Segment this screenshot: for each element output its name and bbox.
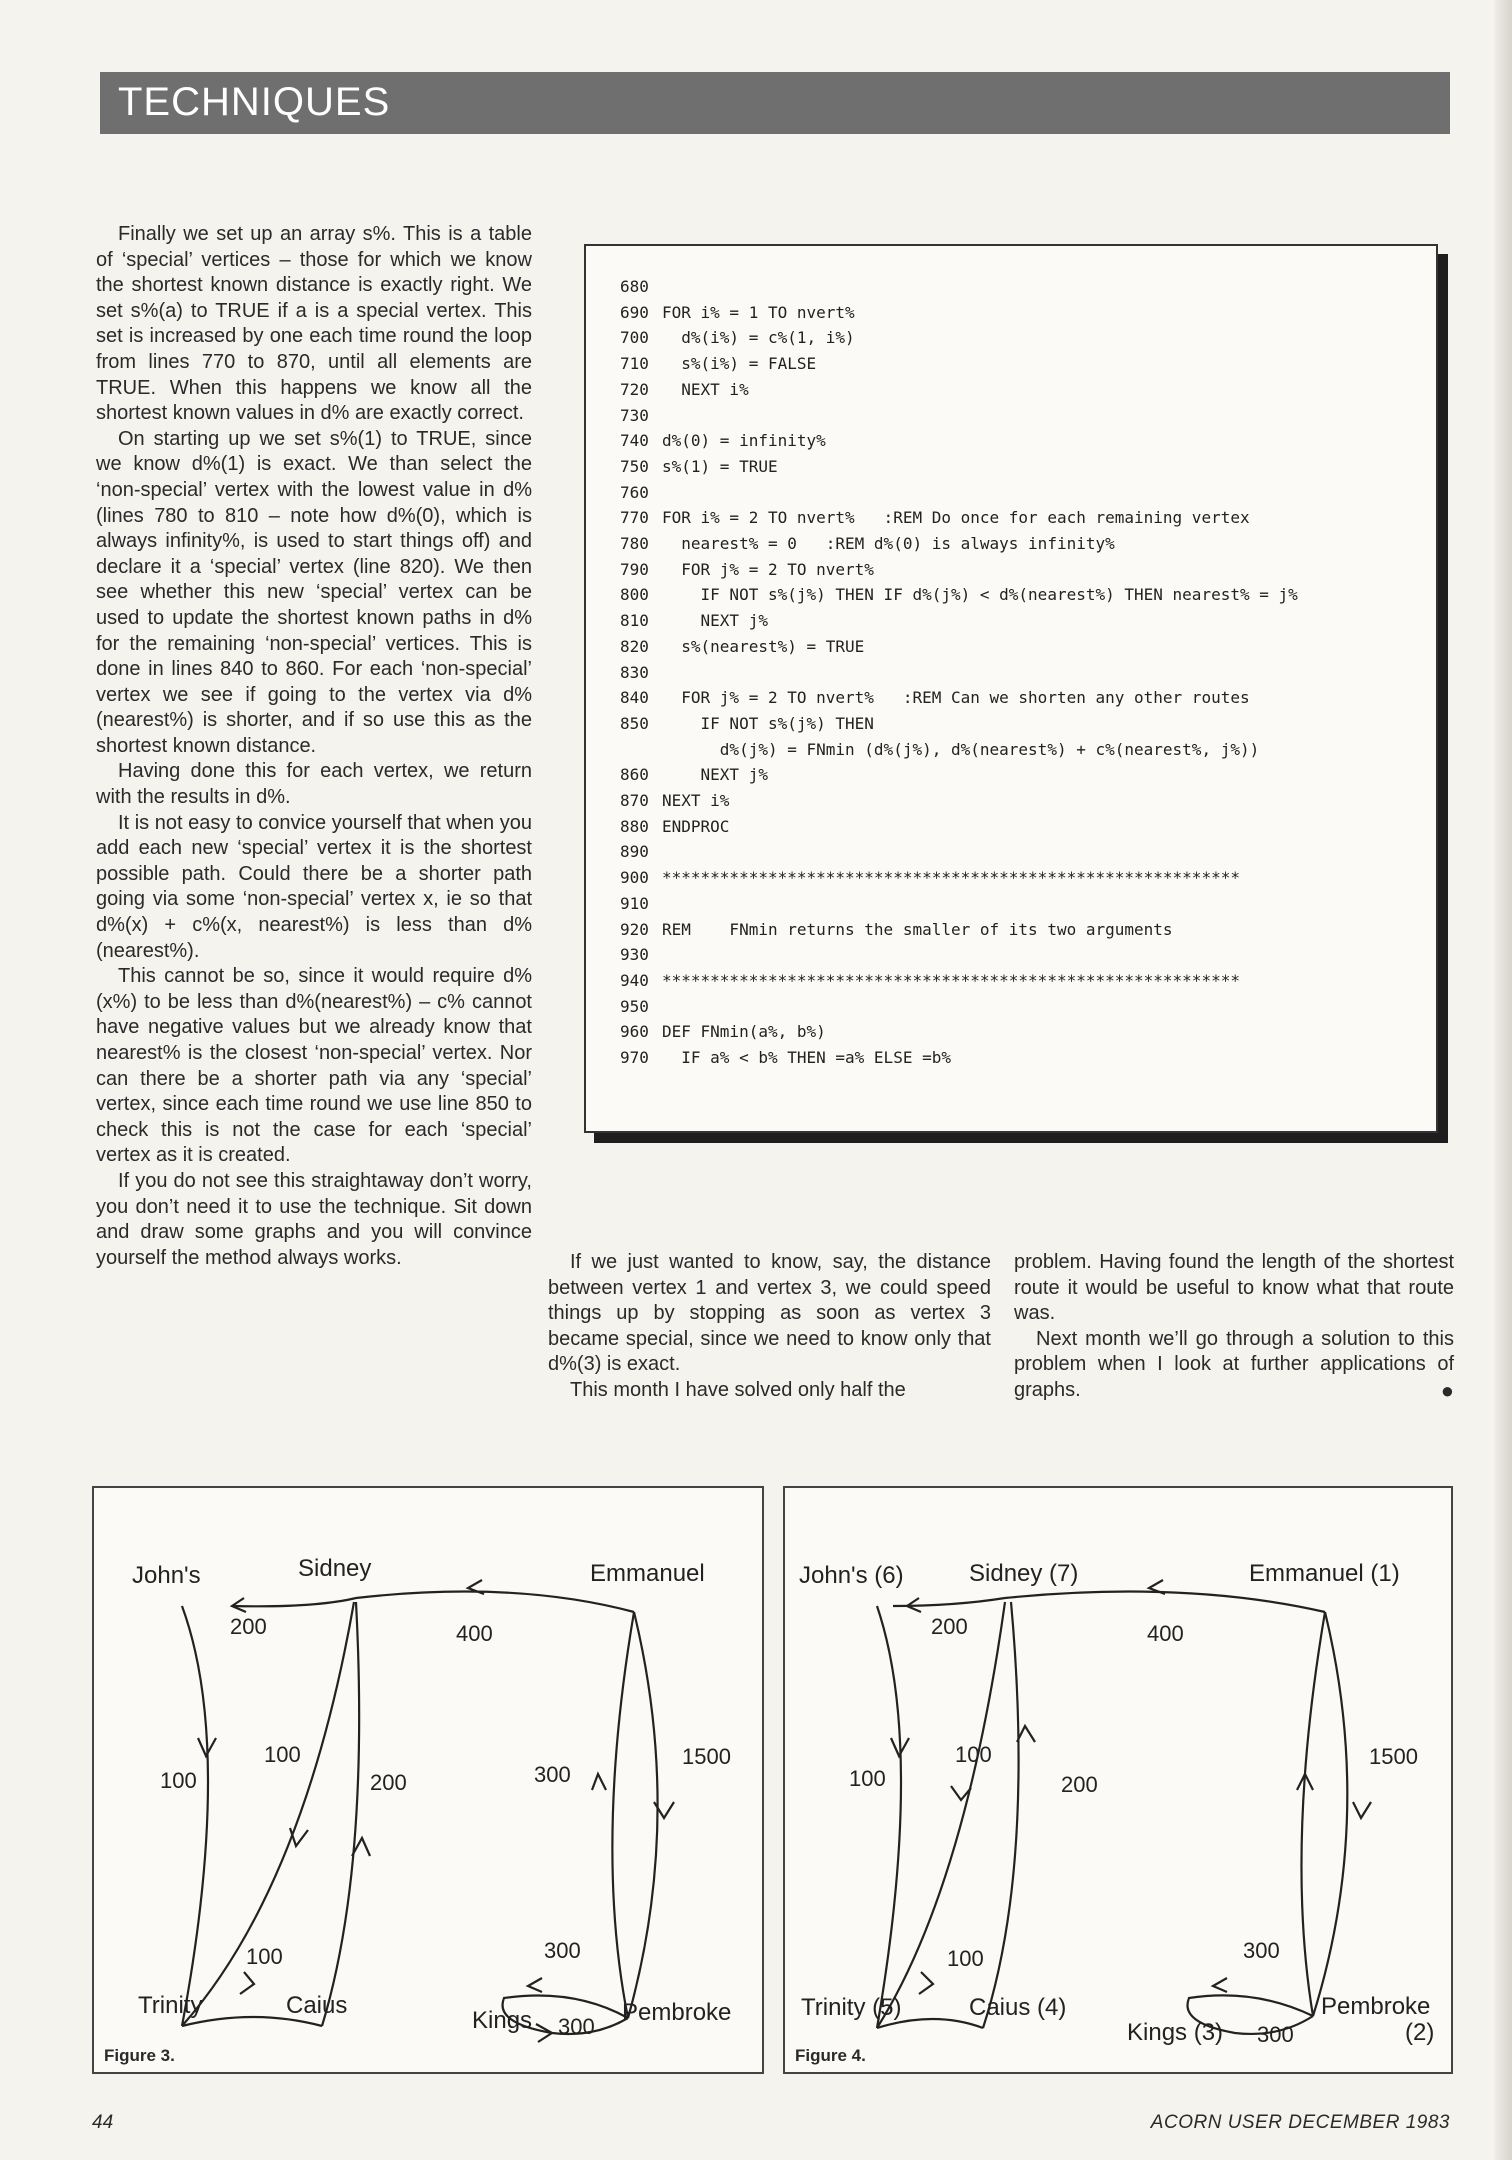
code-text: s%(nearest%) = TRUE (662, 636, 865, 656)
code-line (620, 454, 1298, 480)
code-text: NEXT j% (662, 765, 768, 785)
edge-sidney-emmanuel (356, 1592, 634, 1612)
arrow-pk (528, 1978, 542, 1992)
code-text: IF NOT s%(j%) THEN IF d%(j%) < d%(nearest%) THEN nearest% = j% (662, 585, 1298, 605)
node-kings: Kings (3) (1127, 2019, 1224, 2046)
code-line (620, 505, 1298, 531)
weight-label: 100 (160, 1768, 197, 1793)
paragraph: Having done this for each vertex, we return with the results in d%. (96, 760, 532, 809)
figure-caption: Figure 3. (104, 2046, 175, 2065)
node-trinity: Trinity (138, 1992, 203, 2019)
node-emmanuel: Emmanuel (1) (1249, 1560, 1400, 1587)
node-pembroke: Pembroke (1321, 1993, 1431, 2020)
line-number: 910 (620, 893, 649, 913)
line-number: 760 (620, 482, 649, 502)
code-line (620, 351, 1298, 377)
node-sidney: Sidney (298, 1555, 372, 1582)
code-text: IF a% < b% THEN =a% ELSE =b% (662, 1048, 951, 1068)
code-line (620, 428, 1298, 454)
line-number: 850 (620, 713, 649, 733)
code-text: FOR j% = 2 TO nvert% (662, 559, 874, 579)
node-pembroke: Pembroke (622, 1999, 732, 2026)
arrow-kp (592, 1774, 606, 1790)
weight-label: 400 (456, 1621, 493, 1646)
figure-4 (783, 1486, 1453, 2074)
line-number: 740 (620, 431, 649, 451)
code-listing-box (584, 244, 1438, 1133)
line-number: 800 (620, 585, 649, 605)
code-text: NEXT i% (662, 791, 730, 811)
paragraph: This cannot be so, since it would require d%(x%) to be less than d%(nearest%) – c% cannot have negative values but we already know that nearest% is the closest ‘non-special’ vertex. Nor can there be a shorter path via any ‘special’ vertex, since each time round we use line 850 to check this is not the case for each ‘special’ vertex as it is created. (96, 965, 532, 1167)
line-number: 720 (620, 379, 649, 399)
node-johns: John's (6) (799, 1562, 904, 1589)
line-number: 770 (620, 508, 649, 528)
code-line (620, 403, 1298, 429)
page-spine-shadow (1494, 0, 1512, 2160)
body-column-3 (1014, 1250, 1454, 1404)
weight-label: 300 (1243, 1938, 1280, 1963)
code-line (620, 839, 1298, 865)
edge-sidney-emmanuel (1005, 1592, 1325, 1612)
code-text: d%(i%) = c%(1, i%) (662, 328, 855, 348)
code-text: DEF FNmin(a%, b%) (662, 1022, 826, 1042)
node-kings: Kings (472, 2007, 533, 2034)
code-text: ************************************************************ (662, 868, 1240, 888)
code-line (620, 968, 1298, 994)
line-number: 680 (620, 277, 649, 296)
paragraph: If you do not see this straightaway don’t worry, you don’t need it to use the technique. Sit down and draw some graphs and you will convince yourself the method always works. (96, 1169, 532, 1269)
code-line (620, 1045, 1298, 1071)
code-text: nearest% = 0 :REM d%(0) is always infinity% (662, 534, 1115, 554)
line-number: 780 (620, 534, 649, 554)
figure-3 (92, 1486, 764, 2074)
code-line (620, 557, 1298, 583)
weight-label: 1500 (1369, 1744, 1418, 1769)
code-line (620, 582, 1298, 608)
graph-diagram (94, 1488, 762, 2072)
weight-label: 100 (955, 1742, 992, 1767)
line-number: 710 (620, 354, 649, 374)
edge-johns-sidney (232, 1598, 356, 1606)
figure-caption: Figure 4. (795, 2046, 866, 2065)
line-number: 730 (620, 405, 649, 425)
section-header-bar (100, 72, 1450, 134)
line-number: 920 (620, 919, 649, 939)
line-number: 690 (620, 302, 649, 322)
weight-label: 1500 (682, 1744, 731, 1769)
body-column-2 (548, 1250, 991, 1404)
line-number: 930 (620, 945, 649, 965)
line-number: 810 (620, 611, 649, 631)
code-line (620, 788, 1298, 814)
node-sidney: Sidney (7) (969, 1560, 1079, 1587)
weight-label: 200 (1061, 1772, 1098, 1797)
arrow-js (232, 1598, 246, 1612)
code-line (620, 917, 1298, 943)
line-number: 870 (620, 791, 649, 811)
graph-diagram (785, 1488, 1451, 2072)
edge-emmanuel-pembroke-left (612, 1612, 634, 2018)
code-text: s%(1) = TRUE (662, 456, 778, 476)
weight-label: 300 (1257, 2022, 1294, 2047)
code-text: FOR i% = 2 TO nvert% :REM Do once for each remaining vertex (662, 508, 1250, 528)
edge-emmanuel-pembroke-right (1313, 1612, 1347, 2016)
code-text: FOR i% = 1 TO nvert% (662, 302, 855, 322)
body-column-1 (96, 222, 532, 1271)
code-text: FOR j% = 2 TO nvert% :REM Can we shorten any other routes (662, 688, 1250, 708)
code-line (620, 891, 1298, 917)
line-number: 900 (620, 868, 649, 888)
line-number: 790 (620, 559, 649, 579)
code-line (620, 660, 1298, 686)
arrow-ep (1353, 1802, 1371, 1818)
paragraph: This month I have solved only half the (570, 1378, 906, 1401)
code-line (620, 634, 1298, 660)
code-line (620, 711, 1298, 737)
paragraph: It is not easy to convice yourself that when you add each new ‘special’ vertex it is the shortest possible path. Could there be a shorter path going via some ‘non-special’ vertex x, ie so that d%(x) + c%(x, nearest%) is less than d%(nearest%). (96, 811, 532, 962)
page-number: 44 (92, 2112, 114, 2133)
section-title: TECHNIQUES (118, 80, 391, 124)
line-number: 860 (620, 765, 649, 785)
line-number: 840 (620, 688, 649, 708)
edge-caius-sidney (983, 1602, 1019, 2028)
arrow-st (290, 1828, 308, 1846)
weight-label: 300 (558, 2014, 595, 2039)
line-number: 940 (620, 970, 649, 990)
arrow-tc (240, 1972, 254, 1994)
code-listing (620, 274, 1298, 1071)
paragraph (1014, 1327, 1454, 1404)
node-johns: John's (132, 1562, 201, 1589)
code-line (620, 608, 1298, 634)
paragraph: Finally we set up an array s%. This is a table of ‘special’ vertices – those for which we know the shortest known distance is exactly right. We set s%(a) to TRUE if a is a special vertex. This set is increased by one each time round the loop from lines 770 to 870, until all elements are TRUE. When this happens we know all the shortest known values in d% are exactly correct. (96, 223, 532, 425)
edge-emmanuel-pembroke-left (1301, 1612, 1325, 2016)
line-number (620, 737, 662, 763)
arrow-tc (919, 1972, 933, 1994)
arrow-pk (1213, 1978, 1227, 1992)
code-text: NEXT j% (662, 611, 768, 631)
code-line (620, 274, 1298, 300)
node-caius: Caius (286, 1992, 348, 2019)
code-line (620, 737, 1298, 763)
magazine-footer: ACORN USER DECEMBER 1983 (1150, 2112, 1450, 2133)
line-number: 700 (620, 328, 649, 348)
node-trinity: Trinity (5) (801, 1994, 902, 2021)
code-text: IF NOT s%(j%) THEN (662, 713, 874, 733)
weight-label: 100 (264, 1742, 301, 1767)
node-emmanuel: Emmanuel (590, 1560, 705, 1587)
line-number: 880 (620, 816, 649, 836)
code-line (620, 480, 1298, 506)
edge-emmanuel-pembroke-right (628, 1612, 658, 2018)
paragraph: If we just wanted to know, say, the distance between vertex 1 and vertex 3, we could speed things up by stopping as soon as vertex 3 became special, since we need to know only that d%(3) is exact. (548, 1251, 991, 1376)
edge-johns-trinity (182, 1606, 208, 2026)
code-text: ************************************************************ (662, 970, 1240, 990)
edge-johns-trinity (877, 1606, 901, 2028)
code-text: NEXT i% (662, 379, 749, 399)
code-line (620, 325, 1298, 351)
line-number: 950 (620, 996, 649, 1016)
code-line (620, 377, 1298, 403)
node-caius: Caius (4) (969, 1994, 1067, 2021)
code-text: ENDPROC (662, 816, 730, 836)
line-number: 830 (620, 662, 649, 682)
weight-label: 100 (246, 1944, 283, 1969)
line-number: 960 (620, 1022, 649, 1042)
weight-label: 300 (534, 1762, 571, 1787)
end-mark-icon: ● (1440, 1377, 1454, 1403)
line-number: 970 (620, 1048, 649, 1068)
code-line (620, 531, 1298, 557)
code-text: REM FNmin returns the smaller of its two arguments (662, 919, 1173, 939)
code-line (620, 1019, 1298, 1045)
code-line (620, 762, 1298, 788)
code-line (620, 994, 1298, 1020)
weight-label: 200 (370, 1770, 407, 1795)
code-text: s%(i%) = FALSE (662, 354, 817, 374)
code-line (620, 942, 1298, 968)
line-number: 890 (620, 842, 649, 862)
weight-label: 100 (849, 1766, 886, 1791)
weight-label: 300 (544, 1938, 581, 1963)
code-line (620, 300, 1298, 326)
node-pembroke-order: (2) (1405, 2019, 1435, 2046)
paragraph-text: Next month we’ll go through a solution to this problem when I look at further applications of graphs. (1014, 1327, 1454, 1401)
code-text: d%(0) = infinity% (662, 431, 826, 451)
arrow-cs (1017, 1726, 1035, 1742)
edge-sidney-trinity (877, 1602, 1005, 2028)
code-line (620, 865, 1298, 891)
weight-label: 100 (947, 1946, 984, 1971)
weight-label: 200 (931, 1614, 968, 1639)
paragraph: On starting up we set s%(1) to TRUE, since we know d%(1) is exact. We than select the ‘non-special’ vertex with the lowest value in d% (lines 780 to 810 – note how d%(0), which is always infinity%, is used to start things off) and declare it a ‘special’ vertex (line 820). We then see whether this new ‘special’ vertex can be used to update the shortest known paths in d% for the remaining ‘non-special’ vertices. This is done in lines 840 to 860. For each ‘non-special’ vertex we see if going to the vertex via d% (nearest%) is shorter, and if so use this as the shortest known distance. (96, 427, 532, 757)
weight-label: 200 (230, 1614, 267, 1639)
weight-label: 400 (1147, 1621, 1184, 1646)
code-text: d%(j%) = FNmin (d%(j%), d%(nearest%) + c%(nearest%, j%)) (662, 739, 1260, 759)
line-number: 820 (620, 636, 649, 656)
code-line (620, 685, 1298, 711)
paragraph: problem. Having found the length of the shortest route it would be useful to know what that route was. (1014, 1251, 1454, 1325)
code-line (620, 814, 1298, 840)
line-number: 750 (620, 456, 649, 476)
